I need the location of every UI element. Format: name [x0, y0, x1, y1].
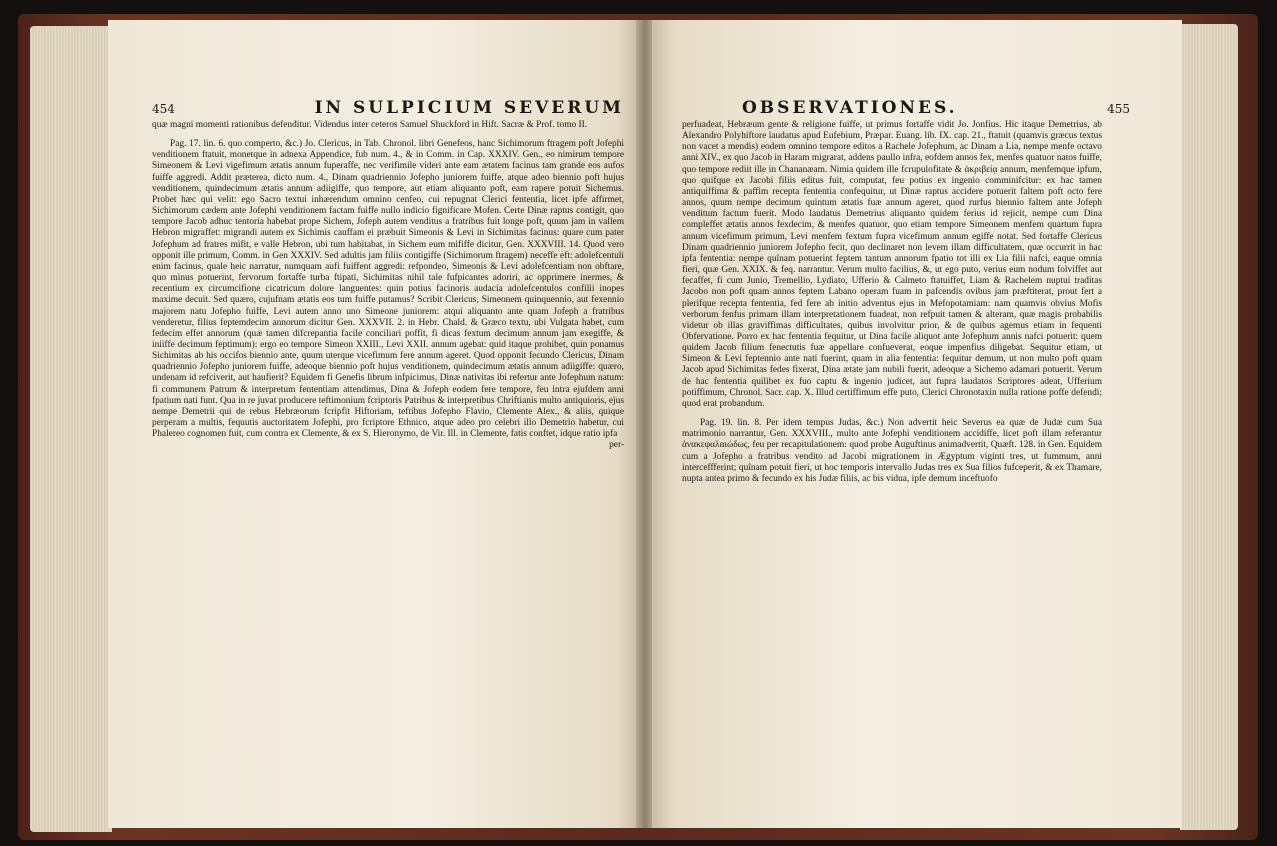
page-number: 455: [1107, 102, 1130, 116]
left-page-header: [152, 98, 624, 118]
catchword: per-: [609, 440, 624, 451]
paragraph: perfuadeat, Hebræum gente & religione fuiffe, ut primus fortaffe vidit Jo. Jonfius. Hic itaque Demetrius, ab Alexandro Polyhiftore laudatus apud Eufebium, Præpar. Euang. lib. IX. cap. 21., ftatuit (quamvis græcus textus non vacet a mendis) eodem omnino tempore editos a Rachele Jofephum, ac Dinam a Lia, nempe menfe octavo anni XIV., ex quo Jacob in Haram migrarat, addens paullo infra, eofdem annos fex, menfes quatuor natos fuiffe, quo tempore rediit ille in Chananæam. Nimia quidem ille fcrupulofitate & ἀκριβείᾳ annum, menfemque ipfum, quo quifque ex Jacobi filiis editus fuit, computat, feu potius ex ingenio comminifcitur: ex hac tamen antiquiffima & paffim recepta fententia confequitur, ut Dinæ raptus accidere potuerit faltem poft octo fere annos, quum nempe decimum quintum ætatis fuæ annum ageret, quod rurfus biennio faltem ante Jofeph venditum factum fuerit. Modo laudatus Demetrius aliquanto quidem ferius id rejicit, nempe cum Dina compleffet ætatis annos fexdecim, & menfes quatuor, quo etiam tempore Simeonem menfem quartum fupra annum vicefimum primum, Levi menfem fextum fupra vicefimum annum egiffe notat. Sed fortaffe Clericus Dinam quadriennio juniorem Jofepho fecit, quo declinaret non levem illam difficultatem, quæ occurrit in hac ipfa fententia: nempe quînam potuerint feptem tantum annorum fpatio tot illi ex Lia filii nafci, eaque omnia fieri, quæ Gen. XXIX. & feq. narrantur. Verum multo facilius, &, ut ego puto, verius eum nodum folviffet aut fecaffet, fi cum Junio, Tremellio, Lydiato, Ufferio & Calmeto ftatuiffet, Liam & Rachelem nuptui traditas Jacobo non poft quam annos feptem Labano operam fuam in pafcendis ovibus jam præftiterat, prout fert a plerifque recepta fententia, fed fere ab initio adventus ejus in Mefopotamiam: nam quamvis obvius Mofis verborum fenfus primam illam interpretationem fuadeat, non refpuit tamen & alteram, quæ magis probabilis videtur ob illas graviffimas difficultates, quibus involvitur prior, & de quibus agemus etiam in fequenti Obfervatione. Porro ex hac fententia fequitur, ut Dina facile aliquot ante Jofephum annis nafci potuerit: quem quidem Jacob filium fenectutis fuæ appellare confueverat, eoque impenfius diligebat. Sequitur etiam, ut Simeon & Levi feptennio ante nati fuerint, quam in alia fententia: fequitur demum, ut non multo poft quam Jacob apud Sichimitas fedes fixerat, Dina ætate jam nubili fuerit, adeoque a Sichemo adamari potuerit. Verum de hac fententia quilibet ex fuo captu & ingenio judicet, aut fupra laudatos Scriptores adeat, Ufferium potiffimum, Chronol. Sacr. cap. X. Illud certiffimum effe puto, Clerici Chronotaxin nulla ratione poffe defendi; quod erat probandum.: [682, 120, 1102, 409]
paragraph: Pag. 17. lin. 6. quo comperto, &c.) Jo. Clericus, in Tab. Chronol. libri Genefeos, hanc Sichimorum ftragem poft Jofephi venditionem ftatuit, monetque in adnexa Appendice, fub num. 4., & in Comm. in Cap. XXXIV. Gen., eo nimirum tempore Simeonem & Levi vigefimum ætatis annum fuperaffe, nec verifimile videri ante eam ætatem facinus tam grande eos aufos fuiffe aggredi. Addit præterea, dicto num. 4., Dinam quadriennio Jofepho juniorem fuiffe, atque adeo biennio poft hujus venditionem, quindecimum ætatis annum adiigiffe, quo tempore, aut etiam aliquanto poft, eam rapere potuit Sichemus. Probet hæc qui velit: ego Sacro textui inhærendum omnino cenfeo, cui repugnat Clerici fententia, licet ipfe affirmet, Sichimorum cædem ante Jofephi venditionem factam fuiffe nullo indicio fignificare Mofen. Certe Dinæ raptus contigit, quo tempore Jacob adhuc tentoria habebat prope Sichem, Jofeph autem venditus a fratribus fuit longe poft, quum jam in vallem Hebron migraffet: migrandi autem ex Sichimis cauffam ei præbuit Simeonis & Levi in Sichimitas facinus: quare cum pater Jofephum ad fratres mifit, e valle Hebron, ubi tum habitabat, in Sichem eum mififfe dicitur, Gen. XXXVIII. 14. Quod vero opponit ille primum, Comm. in Gen XXXIV. Sed adultis jam filiis contigiffe (Sichimorum ftragem) neceffe eft: adolefcentuli enim facinus, quale heic narratur, numquam aufi fuiffent aggredi: refpondeo, Simeonis & Levi adolefcentiam non obftare, quo minus potuerint, fervorum fortaffe turba ftipati, Sichimitas nihil tale fufpicantes adoriri, ac opprimere inermes, & recentium ex circumcifione cicatricum dolore languentes: quin potius facinoris audacia adolefcentulos confilii inopes maxime decuit. Sed quæro, cujufnam ætatis eos tum fuiffe putamus? Scribit Clericus, Simeonem quinquennio, aut fexennio majorem natu Jofepho fuiffe, Levi autem anno uno Simeone juniorem: atqui aliquanto ante quam Jofeph a fratribus venderetur, filius feptemdecim annorum dicitur Gen. XXXVII. 2. in Hebr. Chald. & Græco textu, ubi Vulgata habet, cum fedecim effet annorum (quæ tamen difcrepantia facile conciliari poffit, fi dicas fextum decimum annum jam exegiffe, & iniiffe decimum feptimum): ergo eo tempore Simeon XXIII., Levi XXII. annum agebat: quid itaque prohibet, quin ponamus Sichimitas ab his occifos biennio ante, quum uterque vicefimum fere annum ageret. Quod opponit fecundo Clericus, Dinam quadriennio Jofepho juniorem fuiffe, adeoque biennio poft hujus venditionem, quindecimum ætatis annum adiigiffe: quæro, undenam id refciverit, aut haufierit? Equidem fi Genefis librum infpicimus, Dinæ nativitas ibi refertur ante Jofephum natum: fi communem Patrum & interpretum fententiam attendimus, Dina & Jofeph eodem fere tempore, feu intra ejufdem anni fpatium nati funt. Qua in re juvat producere teftimonium fcriptoris Patribus & interpretibus Chriftianis multo antiquioris, ejus nempe Demetrii qui de rebus Hebræorum fcripfit Hiftoriam, teftibus Jofepho Flavio, Clemente Alex., & aliis, quique perperam a multis, fequutis auctoritatem Jofephi, pro fcriptore Ethnico, atque adeo pro celebri illo Demetrio habetur, cui Phalereo cognomen fuit, cum contra ex Clemente, & ex S. Hieronymo, de Vir. Ill. in Clemente, fatis conftet, idque ratio ipfa: [152, 139, 624, 440]
page-number: 454: [152, 102, 175, 116]
running-head: OBSERVATIONES.: [742, 98, 958, 118]
page-edges-left: [30, 26, 112, 832]
page-edges-right: [1180, 24, 1238, 830]
running-head: IN SULPICIUM SEVERUM: [314, 98, 624, 118]
left-page-body: [152, 120, 624, 452]
right-page-header: [682, 98, 1130, 118]
paragraph: Pag. 19. lin. 8. Per idem tempus Judas, &c.) Non advertit heic Severus ea quæ de Judæ cum Sua matrimonio narrantur, Gen. XXXVIII., multo ante Jofephi venditionem accidiffe, licet poft illam referantur ἀνακεφαλαιώδως, feu per recapitulationem: quod probe Auguftinus animadvertit, Quæft. 128. in Gen. Equidem cum a Jofepho a fratribus vendito ad Jacobi migrationem in Ægyptum viginti tres, ut fummum, anni interceffferint; quînam potuit fieri, ut hoc temporis intervallo Judas tres ex Sua filios fufceperit, & ex Thamare, nupta antea primo & fecundo ex his Judæ filiis, ac bis vidua, ipfe demum inceftuofo: [682, 418, 1102, 484]
right-page: [652, 20, 1182, 828]
left-page: [108, 20, 638, 828]
paragraph: quæ magni momenti rationibus defenditur. Videndus inter ceteros Samuel Shuckford in Hift. Sacræ & Prof. tomo II.: [152, 120, 588, 130]
right-page-body: [682, 120, 1102, 485]
